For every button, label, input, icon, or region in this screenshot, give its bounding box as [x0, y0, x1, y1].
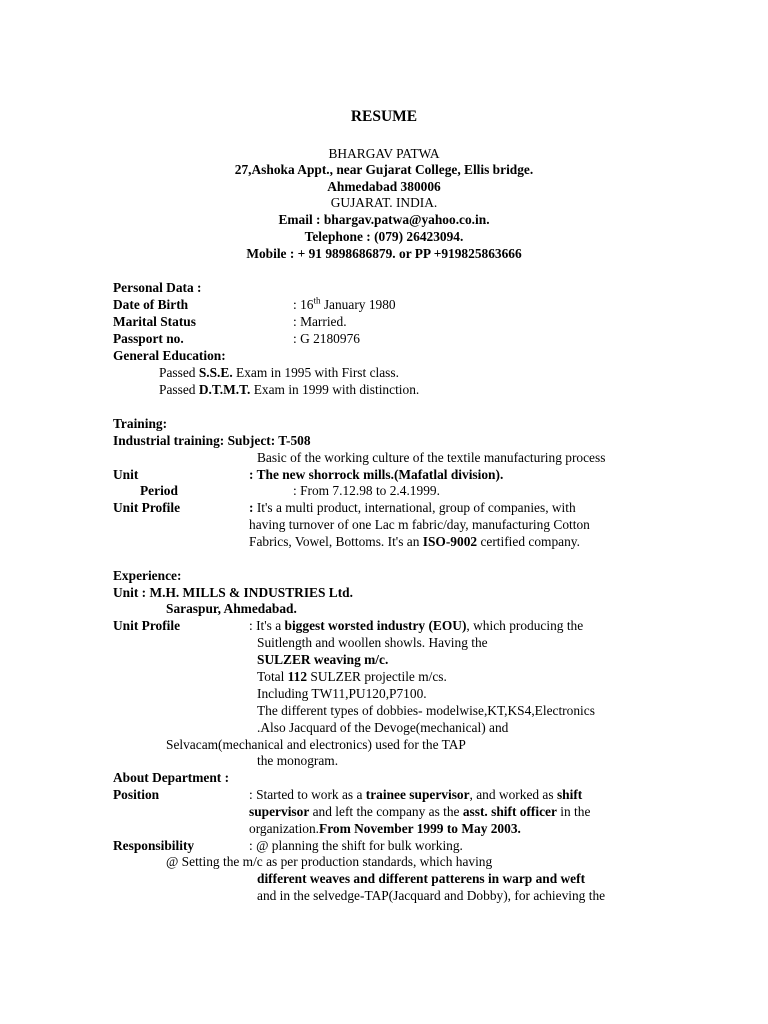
experience-profile-line-8: Selvacam(mechanical and electronics) used for the TAP [166, 737, 466, 752]
address-line-3: GUJARAT. INDIA. [330, 195, 438, 210]
responsibility-line-1: : @ planning the shift for bulk working. [249, 838, 463, 853]
education-line-1: Passed S.S.E. Exam in 1995 with First class. [159, 365, 399, 380]
experience-profile-line-7: .Also Jacquard of the Devoge(mechanical) and [257, 720, 509, 735]
training-unit-profile-label: Unit Profile [113, 500, 181, 515]
experience-unit: Unit : M.H. MILLS & INDUSTRIES Ltd. [113, 585, 353, 600]
mobile-line: Mobile : + 91 9898686879. or PP +919825863666 [246, 246, 522, 261]
experience-profile-line-4: Total 112 SULZER projectile m/cs. [257, 669, 447, 684]
experience-profile-line-6: The different types of dobbies- modelwise,KT,KS4,Electronics [257, 703, 595, 718]
industrial-training-line: Industrial training: Subject: T-508 [113, 433, 311, 448]
email-line: Email : bhargav.patwa@yahoo.co.in. [278, 212, 490, 227]
experience-profile-line-5: Including TW11,PU120,P7100. [257, 686, 427, 701]
experience-profile-line-3: SULZER weaving m/c. [257, 652, 389, 667]
responsibility-line-3: different weaves and different patterens in warp and weft [257, 871, 586, 886]
marital-status-value: : Married. [293, 314, 347, 329]
position-line-2: supervisor and left the company as the asst. shift officer in the [249, 804, 591, 819]
experience-profile-line-9: the monogram. [257, 753, 339, 768]
training-unit-label: Unit [113, 467, 139, 482]
education-heading: General Education: [113, 348, 226, 363]
experience-profile-line-2: Suitlength and woollen showls. Having the [257, 635, 488, 650]
marital-status-label: Marital Status [113, 314, 196, 329]
responsibility-line-4: and in the selvedge-TAP(Jacquard and Dobby), for achieving the [257, 888, 606, 903]
training-period-value: : From 7.12.98 to 2.4.1999. [293, 483, 440, 498]
candidate-name: BHARGAV PATWA [328, 146, 440, 161]
training-profile-line-3: Fabrics, Vowel, Bottoms. It's an ISO-9002 certified company. [249, 534, 580, 549]
training-profile-line-1: : It's a multi product, international, group of companies, with [249, 500, 576, 515]
training-description: Basic of the working culture of the textile manufacturing process [257, 450, 606, 465]
responsibility-line-2: @ Setting the m/c as per production standards, which having [166, 854, 493, 869]
passport-label: Passport no. [113, 331, 184, 346]
experience-heading: Experience: [113, 568, 182, 583]
passport-value: : G 2180976 [293, 331, 360, 346]
resume-title: RESUME [350, 108, 418, 125]
training-profile-line-2: having turnover of one Lac m fabric/day, manufacturing Cotton [249, 517, 590, 532]
responsibility-label: Responsibility [113, 838, 195, 853]
dob-label: Date of Birth [113, 297, 189, 312]
position-line-1: : Started to work as a trainee supervisor, and worked as shift [249, 787, 583, 802]
experience-profile-line-1: : It's a biggest worsted industry (EOU), which producing the [249, 618, 584, 633]
address-line-1: 27,Ashoka Appt., near Gujarat College, Ellis bridge. [234, 162, 534, 177]
education-line-2: Passed D.T.M.T. Exam in 1999 with distinction. [159, 382, 420, 397]
about-department-label: About Department : [113, 770, 230, 785]
position-label: Position [113, 787, 160, 802]
experience-unit-location: Saraspur, Ahmedabad. [166, 601, 297, 616]
experience-unit-profile-label: Unit Profile [113, 618, 181, 633]
dob-value: : 16th January 1980 [293, 295, 396, 312]
address-line-2: Ahmedabad 380006 [327, 179, 441, 194]
training-period-label: Period [140, 483, 178, 498]
training-unit-value: : The new shorrock mills.(Mafatlal division). [249, 467, 504, 482]
training-heading: Training: [113, 416, 168, 431]
position-line-3: organization.From November 1999 to May 2003. [249, 821, 521, 836]
telephone-line: Telephone : (079) 26423094. [304, 229, 464, 244]
personal-data-heading: Personal Data : [113, 280, 202, 295]
